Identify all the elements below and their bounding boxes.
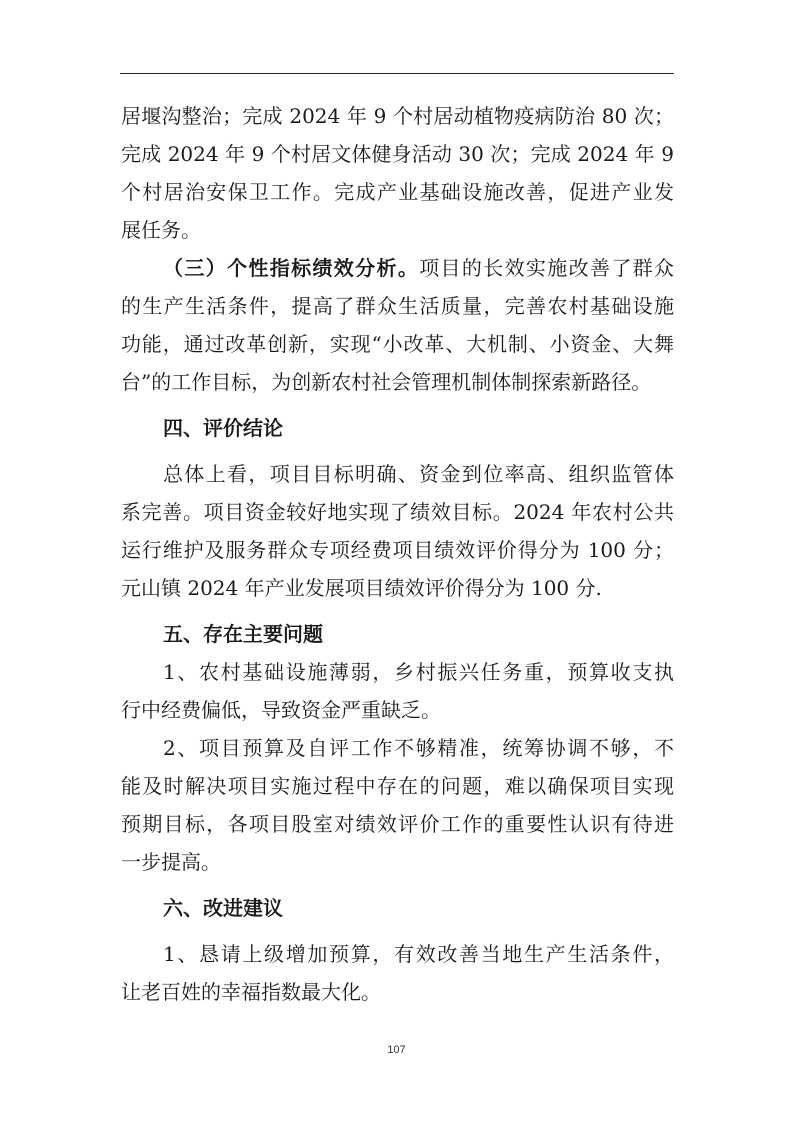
page-number: 107: [387, 1044, 406, 1056]
text-line: 完成 2024 年 9 个村居文体健身活动 30 次；完成 2024 年 9: [121, 142, 674, 166]
text-line: 展任务。: [121, 218, 201, 242]
section-5-heading: 五、存在主要问题: [163, 622, 323, 646]
section-4-paragraph: [121, 455, 674, 607]
section-3-lead: （三）个性指标绩效分析。: [163, 256, 420, 280]
text-line: [121, 249, 674, 287]
text-line: 系完善。项目资金较好地实现了绩效目标。2024 年农村公共: [121, 500, 674, 524]
text-line: 预期目标，各项目股室对绩效评价工作的重要性认识有待进: [121, 812, 674, 836]
text-line: 的生产生活条件，提高了群众生活质量，完善农村基础设施: [121, 294, 674, 318]
text-line: 1、恳请上级增加预算，有效改善当地生产生活条件，: [163, 942, 674, 966]
text-line: 总体上看，项目目标明确、资金到位率高、组织监管体: [163, 462, 674, 486]
text-line: 1、农村基础设施薄弱，乡村振兴任务重，预算收支执: [163, 660, 674, 684]
header-rule: [120, 73, 674, 74]
document-body: [121, 97, 674, 1011]
section-3-first-line: 项目的长效实施改善了群众: [419, 256, 675, 280]
text-line: 能及时解决项目实施过程中存在的问题，难以确保项目实现: [121, 774, 674, 798]
paragraph-continuation: [121, 97, 674, 249]
text-line: 2、项目预算及自评工作不够精准，统筹协调不够，不: [163, 736, 674, 760]
text-line: 让老百姓的幸福指数最大化。: [121, 980, 381, 1004]
text-line: 一步提高。: [121, 850, 221, 874]
section-4-heading: 四、评价结论: [163, 416, 283, 440]
section-5-item-1: [121, 653, 674, 729]
section-3-paragraph: [121, 249, 674, 401]
text-line: 居堰沟整治；完成 2024 年 9 个村居动植物疫病防治 80 次；: [121, 104, 674, 128]
text-line: 元山镇 2024 年产业发展项目绩效评价得分为 100 分.: [121, 576, 602, 600]
section-6-item-1: [121, 935, 674, 1011]
text-line: 台”的工作目标，为创新农村社会管理机制体制探索新路径。: [121, 370, 652, 394]
text-line: 行中经费偏低，导致资金严重缺乏。: [121, 698, 441, 722]
text-line: 功能，通过改革创新，实现“小改革、大机制、小资金、大舞: [121, 332, 674, 356]
section-6-heading: 六、改进建议: [163, 896, 283, 920]
section-5-item-2: [121, 729, 674, 881]
text-line: 个村居治安保卫工作。完成产业基础设施改善，促进产业发: [121, 180, 674, 204]
text-line: 运行维护及服务群众专项经费项目绩效评价得分为 100 分；: [121, 538, 674, 562]
